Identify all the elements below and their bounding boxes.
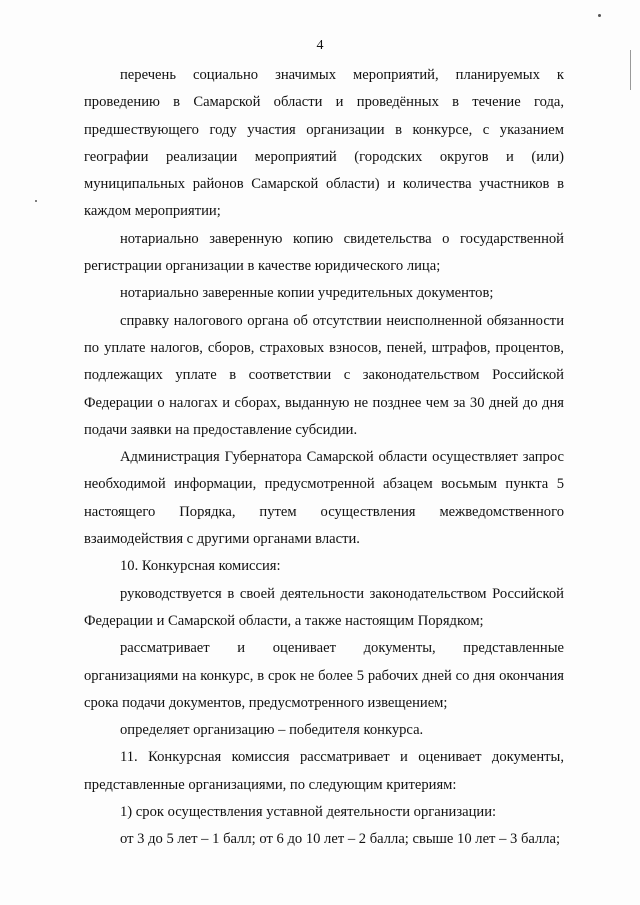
scan-speck-top-right (598, 14, 601, 17)
paragraph-notarized-certificate: нотариально заверенную копию свидетельства о государственной регистрации организации в качестве юридического лица; (84, 230, 564, 275)
scan-speck-left (35, 200, 37, 202)
paragraph-criterion-1: 1) срок осуществления уставной деятельности организации: (120, 804, 497, 821)
paragraph-tax-certificate: справку налогового органа об отсутствии неисполненной обязанности по уплате налогов, сборов, страховых взносов, пеней, штрафов, процентов, подлежащих уплате в соответствии с законодательством Российской Федерации о налогах и сборах, выданную не позднее чем за 30 дней до дня подачи заявки на предоставление субсидии. (84, 312, 564, 438)
paragraph-events-list: перечень социально значимых мероприятий, планируемых к проведению в Самарской области и проведённых в течение года, предшествующего году участия организации в конкурсе, с указанием географии реализации мероприятий (городских округов и (или) муниципальных районов Самарской области) и количества участников в каждом мероприятии; (84, 67, 564, 220)
paragraph-section-10-heading: 10. Конкурсная комиссия: (120, 558, 281, 575)
paragraph-notarized-founding-docs: нотариально заверенные копии учредительных документов; (120, 285, 494, 302)
paragraph-commission-reviews: рассматривает и оценивает документы, представленные организациями на конкурс, в срок не более 5 рабочих дней со дня окончания срока подачи документов, предусмотренного извещением; (84, 640, 564, 711)
paragraph-commission-determines: определяет организацию – победителя конкурса. (120, 722, 424, 739)
scan-edge-mark (630, 50, 631, 90)
paragraph-section-11: 11. Конкурсная комиссия рассматривает и оценивает документы, представленные организациями, по следующим критериям: (84, 749, 564, 793)
page-number: 4 (316, 38, 324, 53)
paragraph-criterion-1-scores: от 3 до 5 лет – 1 балл; от 6 до 10 лет – 2 балла; свыше 10 лет – 3 балла; (120, 831, 561, 848)
paragraph-administration-request: Администрация Губернатора Самарской области осуществляет запрос необходимой информации, предусмотренной абзацем восьмым пункта 5 настоящего Порядка, путем осуществления межведомственного взаимодействия с другими органами власти. (84, 449, 564, 548)
document-body (84, 62, 564, 854)
paragraph-commission-guided: руководствуется в своей деятельности законодательством Российской Федерации и Самарской области, а также настоящим Порядком; (84, 585, 564, 629)
